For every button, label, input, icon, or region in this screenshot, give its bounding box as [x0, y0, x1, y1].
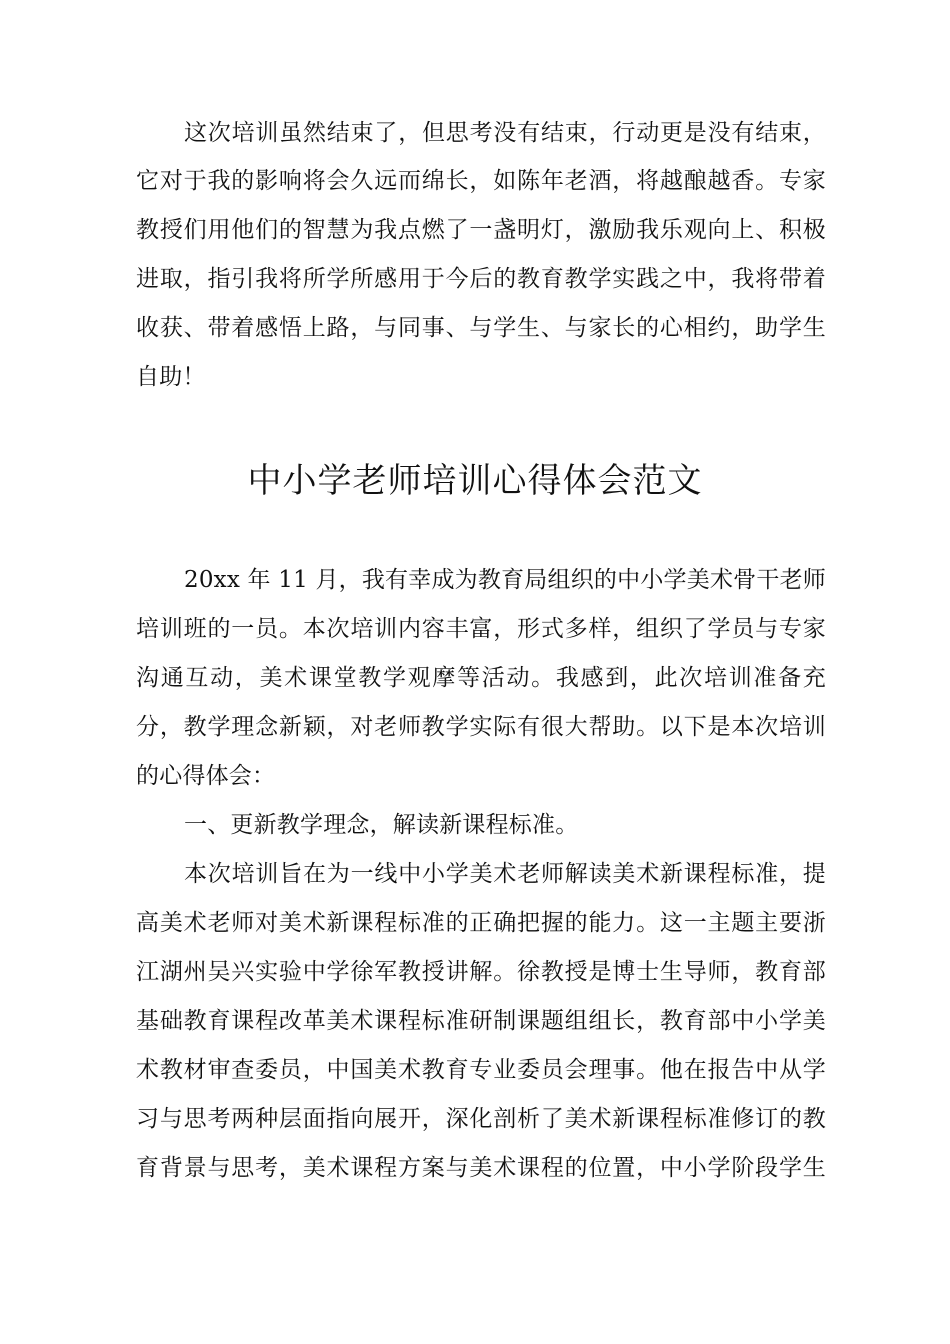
paragraph-line: 20xx 年 11 月，我有幸成为教育局组织的中小学美术骨干老师: [184, 567, 826, 593]
paragraph-line: 进取，指引我将所学所感用于今后的教育教学实践之中，我将带着: [136, 266, 826, 292]
paragraph-line: 沟通互动，美术课堂教学观摩等活动。我感到，此次培训准备充: [136, 665, 826, 691]
paragraph-line: 育背景与思考，美术课程方案与美术课程的位置，中小学阶段学生: [136, 1155, 826, 1181]
paragraph-line: 它对于我的影响将会久远而绵长，如陈年老酒，将越酿越香。专家: [136, 168, 826, 194]
paragraph-line: 江湖州吴兴实验中学徐军教授讲解。徐教授是博士生导师，教育部: [136, 959, 826, 985]
paragraph-line: 培训班的一员。本次培训内容丰富，形式多样，组织了学员与专家: [136, 616, 826, 642]
page-title: 中小学老师培训心得体会范文: [247, 461, 703, 501]
paragraph-line: 收获、带着感悟上路，与同事、与学生、与家长的心相约，助学生: [136, 315, 826, 341]
paragraph-line: 习与思考两种层面指向展开，深化剖析了美术新课程标准修订的教: [136, 1106, 826, 1132]
paragraph-line: 自助！: [136, 364, 206, 390]
paragraph-line: 本次培训旨在为一线中小学美术老师解读美术新课程标准，提: [184, 861, 826, 887]
paragraph-line: 基础教育课程改革美术课程标准研制课题组组长，教育部中小学美: [136, 1008, 826, 1034]
paragraph-line: 分，教学理念新颖，对老师教学实际有很大帮助。以下是本次培训: [136, 714, 826, 740]
paragraph-line: 的心得体会：: [136, 763, 276, 789]
paragraph-line: 高美术老师对美术新课程标准的正确把握的能力。这一主题主要浙: [136, 910, 826, 936]
section-heading: 一、更新教学理念，解读新课程标准。: [184, 812, 579, 838]
paragraph-line: 教授们用他们的智慧为我点燃了一盏明灯，激励我乐观向上、积极: [136, 217, 826, 243]
paragraph-line: 这次培训虽然结束了，但思考没有结束，行动更是没有结束，: [184, 120, 826, 146]
paragraph-line: 术教材审查委员，中国美术教育专业委员会理事。他在报告中从学: [136, 1057, 826, 1083]
